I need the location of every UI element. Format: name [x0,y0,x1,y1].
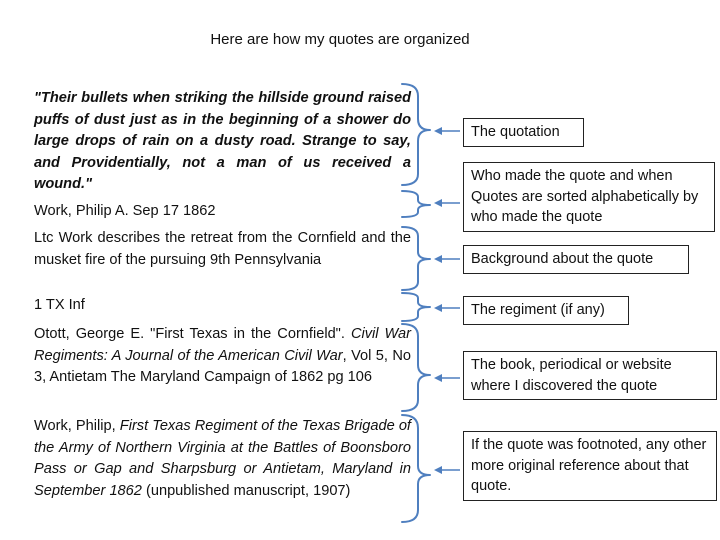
background-text: Ltc Work describes the retreat from the Cornfield and the musket fire of the pursuing 9th Pennsylvania [34,230,411,268]
page-title: Here are how my quotes are organized [210,31,470,48]
author-bracket [402,191,430,217]
reference-bracket [402,415,430,522]
author-date-text: Work, Philip A. Sep 17 1862 [34,203,216,219]
source-text-italic: Civil War Regiments: A Journal of the American Civil War [34,326,411,364]
background-arrow [434,255,460,263]
source-arrow [434,374,460,382]
label-quotation: The quotation [463,118,584,147]
background-bracket [402,227,430,290]
label-author: Who made the quote and when Quotes are sorted alphabetically by who made the quote [463,162,715,232]
label-reference: If the quote was footnoted, any other more original reference about that quote. [463,431,717,501]
reference-text-italic: First Texas Regiment of the Texas Brigade of the Army of Northern Virginia at the Battles of Boonsboro Pass or Gap and Sharpsburg or Antietam, Maryland in September 1862 [34,418,411,499]
reference-text-part1: Work, Philip, [34,418,120,434]
quotation-arrow [434,127,460,135]
label-regiment: The regiment (if any) [463,296,629,325]
reference-arrow [434,466,460,474]
regiment-text: 1 TX Inf [34,297,85,313]
quotation-bracket [402,84,430,185]
label-background: Background about the quote [463,245,689,274]
source-bracket [402,324,430,411]
source-text-part1: Otott, George E. "First Texas in the Cornfield". [34,326,351,342]
regiment-arrow [434,304,460,312]
regiment-bracket [402,293,430,321]
quotation-text: "Their bullets when striking the hillside ground raised puffs of dust just as in the beginning of a shower do large drops of rain on a dusty road. Strange to say, and Providentially, not a man of us received a wound." [34,90,411,192]
label-source: The book, periodical or website where I discovered the quote [463,351,717,400]
author-arrow [434,199,460,207]
source-text-part3: , Vol 5, No 3, Antietam The Maryland Campaign of 1862 pg 106 [34,347,411,385]
reference-text-part3: (unpublished manuscript, 1907) [141,482,351,499]
